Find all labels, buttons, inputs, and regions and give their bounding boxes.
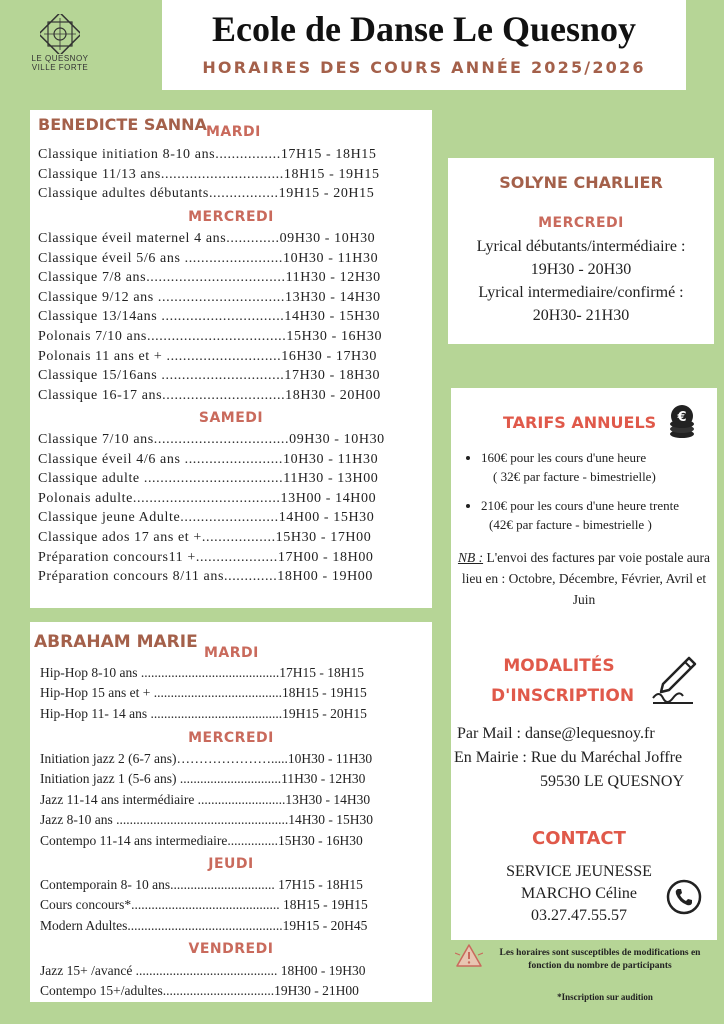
tarifs-note (455, 547, 713, 610)
schedule-row: Hip-Hop 11- 14 ans .......................................19H15 - 20H15 (40, 705, 367, 721)
schedule-row: Cours concours*............................................ 18H15 - 19H15 (40, 897, 368, 913)
svg-text:€: € (677, 410, 687, 425)
tarifs-title: TARIFS ANNUELS (503, 413, 657, 432)
tarif-main: • 210€ pour les cours d'une heure trente (481, 498, 680, 513)
schedule-row: Polonais 7/10 ans..................................15H30 - 16H30 (38, 328, 383, 344)
schedule-row: Classique 15/16ans ..............................17H30 - 18H30 (38, 368, 381, 384)
phone-icon (665, 878, 703, 916)
euro-coins-icon (665, 404, 699, 440)
day-samedi: SAMEDI (198, 410, 264, 426)
header-panel (162, 0, 686, 90)
schedule-list (40, 875, 368, 936)
page-title: Ecole de Danse Le Quesnoy (211, 9, 636, 49)
inscription-title-2: D'INSCRIPTION (491, 686, 635, 706)
schedule-row: Jazz 8-10 ans ...................................................14H30 - 15H30 (40, 812, 373, 828)
schedule-row: Préparation concours11 +....................17H00 - 18H00 (38, 549, 374, 565)
contact-name: MARCHO Céline (521, 885, 637, 902)
tarif-main: • 160€ pour les cours d'une heure (481, 450, 647, 465)
schedule-row: Modern Adultes..............................................19H15 - 20H45 (40, 917, 368, 933)
nb-label: NB : (457, 550, 484, 565)
schedule-row: Classique adultes débutants.................19H15 - 20H15 (38, 186, 375, 202)
inscription-city: 59530 LE QUESNOY (540, 773, 684, 790)
tarif-item (481, 448, 724, 486)
day-mercredi: MERCREDI (188, 730, 274, 746)
schedule-row: Lyrical débutants/intermédiaire : (476, 238, 686, 255)
teacher-name-abraham: ABRAHAM MARIE (34, 632, 198, 652)
schedule-row: Contempo 11-14 ans intermediaire...............15H30 - 16H30 (40, 832, 363, 848)
day-vendredi: VENDREDI (188, 941, 274, 957)
sanna-panel (30, 110, 432, 608)
schedule-notice: Les horaires sont susceptibles de modifications en fonction du nombre de participants (499, 948, 701, 971)
schedule-row: 19H30 - 20H30 (530, 261, 632, 278)
schedule-row: Polonais 11 ans et + ............................16H30 - 17H30 (38, 348, 377, 364)
schedule-row: Jazz 15+ /avancé .......................................... 18H00 - 19H30 (40, 963, 366, 978)
schedule-row: Contempo 15+/adultes.................................19H30 - 21H00 (40, 983, 359, 999)
schedule-row: Classique 7/8 ans..................................11H30 - 12H30 (38, 270, 381, 286)
schedule-row: Classique initiation 8-10 ans................17H15 - 18H15 (38, 147, 377, 162)
schedule-row: Classique ados 17 ans et +..................15H30 - 17H00 (38, 529, 372, 545)
inscription-mairie: En Mairie : Rue du Maréchal Joffre (454, 749, 683, 766)
schedule-row: Préparation concours 8/11 ans.............18H00 - 19H00 (38, 569, 373, 585)
schedule-row: Hip-Hop 15 ans et + ......................................18H15 - 19H15 (40, 685, 367, 701)
schedule-row: Initiation jazz 1 (5-6 ans) ..............................11H30 - 12H30 (40, 771, 366, 787)
nb-text: L'envoi des factures par voie postale aura lieu en : Octobre, Décembre, Février, Avril et Juin (461, 550, 711, 607)
schedule-list (38, 229, 438, 405)
schedule-row: Lyrical intermediaire/confirmé : (478, 284, 684, 301)
schedule-row: Classique 16-17 ans..............................18H30 - 20H00 (38, 387, 381, 403)
schedule-list (38, 145, 438, 204)
schedule-list (40, 749, 373, 851)
info-panel (451, 388, 717, 940)
solyne-panel (448, 158, 714, 344)
day-jeudi: JEUDI (208, 856, 254, 872)
page-subtitle: HORAIRES DES COURS ANNÉE 2025/2026 (202, 58, 646, 77)
logo-emblem (40, 14, 80, 54)
schedule-row: 20H30- 21H30 (532, 307, 630, 324)
schedule-row: Polonais adulte....................................13H00 - 14H00 (38, 490, 377, 506)
tarifs-list (451, 448, 724, 544)
day-mercredi: MERCREDI (538, 215, 624, 231)
audition-footnote: *Inscription sur audition (557, 992, 653, 1002)
day-mercredi: MERCREDI (188, 209, 274, 225)
tarif-item (481, 496, 724, 534)
solyne-schedule (448, 235, 714, 327)
inscription-mail: Par Mail : danse@lequesnoy.fr (457, 725, 655, 742)
inscription-title-1: MODALITÉS (503, 656, 615, 676)
schedule-list (40, 663, 367, 724)
day-mardi: MARDI (206, 124, 261, 140)
schedule-row: Classique éveil maternel 4 ans.............09H30 - 10H30 (38, 231, 376, 246)
logo-line2: VILLE FORTE (31, 63, 89, 72)
abraham-panel (30, 622, 432, 1002)
schedule-row: Initiation jazz 2 (6-7 ans)………………….....10H30 - 11H30 (40, 751, 373, 766)
contact-service: SERVICE JEUNESSE (506, 863, 652, 880)
schedule-row: Classique adulte ..................................11H30 - 13H00 (38, 471, 379, 487)
schedule-row: Classique 7/10 ans.................................09H30 - 10H30 (38, 432, 385, 447)
schedule-row: Classique 11/13 ans..............................18H15 - 19H15 (38, 166, 380, 182)
schedule-row: Classique 9/12 ans ...............................13H30 - 14H30 (38, 289, 381, 305)
tarif-sub: ( 32€ par facture - bimestrielle) (493, 469, 656, 484)
warning-icon (455, 943, 483, 969)
logo-line1: LE QUESNOY (31, 54, 89, 63)
contact-title: CONTACT (532, 828, 626, 849)
schedule-row: Jazz 11-14 ans intermédiaire ..........................13H30 - 14H30 (40, 791, 371, 807)
pen-signature-icon (649, 654, 699, 706)
schedule-list (38, 430, 438, 587)
schedule-list (40, 961, 366, 1002)
schedule-row: Classique éveil 4/6 ans ........................10H30 - 11H30 (38, 451, 379, 467)
schedule-row: Hip-Hop 8-10 ans .........................................17H15 - 18H15 (40, 665, 364, 680)
schedule-row: Classique éveil 5/6 ans ........................10H30 - 11H30 (38, 250, 379, 266)
logo (30, 14, 90, 80)
teacher-name-solyne: SOLYNE CHARLIER (499, 173, 663, 192)
contact-phone: 03.27.47.55.57 (531, 907, 627, 924)
schedule-row: Contemporain 8- 10 ans............................... 17H15 - 18H15 (40, 877, 363, 892)
schedule-row: Classique 13/14ans ..............................14H30 - 15H30 (38, 309, 381, 325)
day-mardi: MARDI (204, 645, 259, 661)
teacher-name-sanna: BENEDICTE SANNA (38, 115, 207, 134)
tarif-sub: (42€ par facture - bimestrielle ) (489, 517, 652, 532)
schedule-row: Classique jeune Adulte........................14H00 - 15H30 (38, 510, 375, 526)
